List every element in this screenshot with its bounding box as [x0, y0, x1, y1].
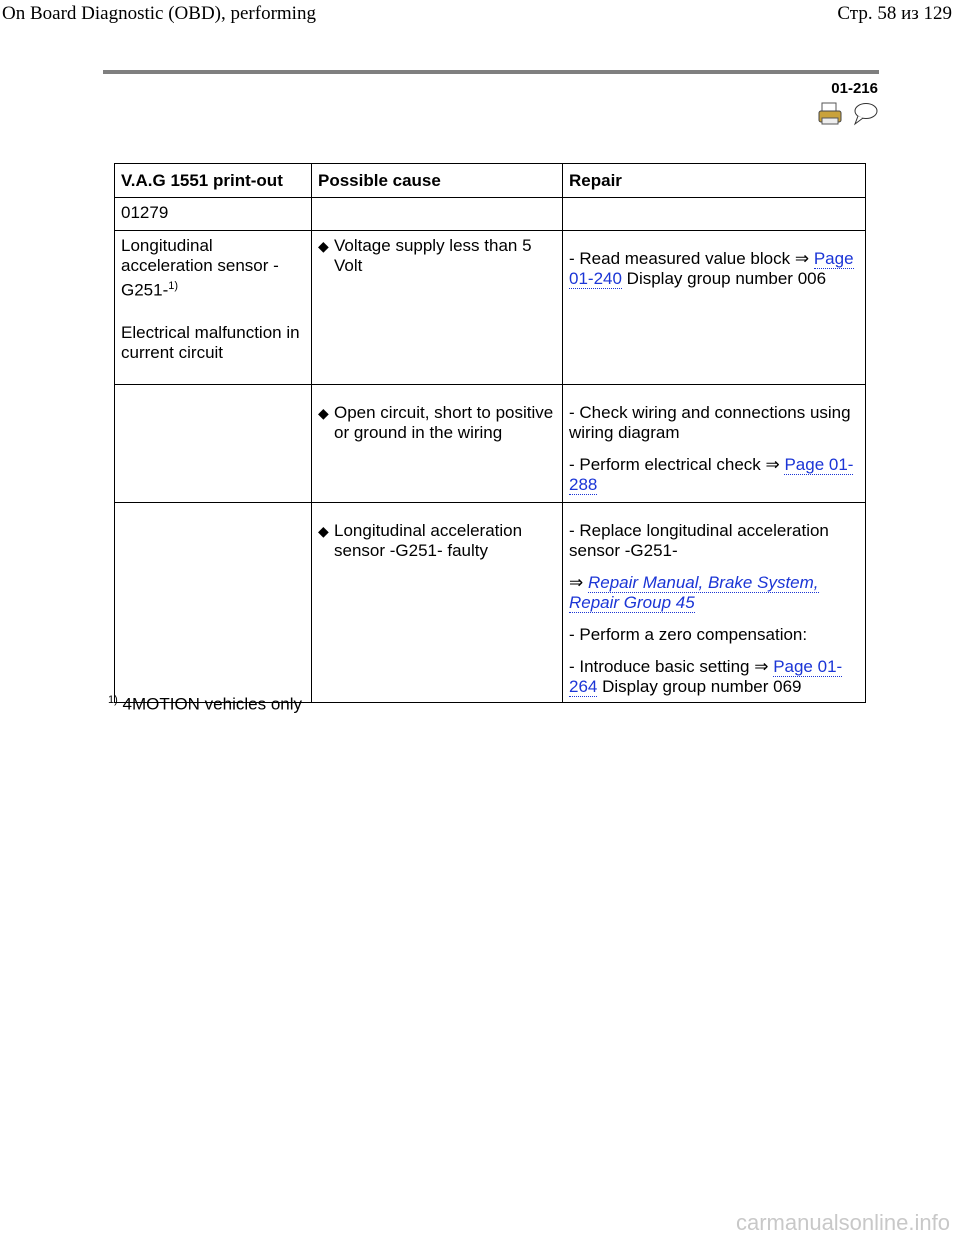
- table-row: [115, 231, 866, 385]
- column-header: Repair: [563, 164, 866, 198]
- list-item: ◆ Voltage supply less than 5 Volt: [318, 236, 532, 275]
- bullet-icon: ◆: [318, 238, 329, 254]
- footnote-ref: 1): [168, 280, 179, 292]
- printer-icon[interactable]: [818, 102, 844, 126]
- fault-description: Electrical malfunction in current circuit: [121, 322, 300, 362]
- header-rule: [103, 70, 879, 74]
- bullet-icon: ◆: [318, 523, 329, 539]
- speech-bubble-icon[interactable]: [852, 102, 878, 126]
- page-link[interactable]: Page 01-240: [569, 249, 854, 288]
- page-id: 01-216: [831, 80, 878, 97]
- component-name: Longitudinal acceleration sensor -: [121, 236, 279, 275]
- page-counter: Стр. 58 из 129: [837, 3, 952, 24]
- fault-code: 01279: [115, 198, 312, 231]
- repair-manual-link[interactable]: Repair Manual, Brake System, Repair Group 45: [569, 573, 819, 612]
- table-header-row: [115, 164, 866, 198]
- list-item: ◆ Open circuit, short to positive or ground in the wiring: [318, 403, 554, 442]
- toolbar-icons: [818, 102, 878, 126]
- page-link[interactable]: Page 01-264: [569, 657, 843, 696]
- table-row: [115, 385, 866, 503]
- footnote: $^{1)}$ 4MOTION vehicles only: [108, 694, 303, 714]
- repair-cell: - Replace longitudinal acceleration sensor -G251- ⇒ Repair Manual, Brake System, Repair Group 45 - Perform a zero compensation: - Introduce basic setting ⇒ Page 01-264 Display group number 069: [563, 503, 866, 703]
- table-row: [115, 198, 866, 231]
- component-code: G251-: [121, 280, 169, 300]
- watermark: carmanualsonline.info: [735, 1210, 950, 1235]
- document-title: On Board Diagnostic (OBD), performing: [2, 3, 316, 24]
- repair-cell: - Read measured value block ⇒ Page 01-240 Display group number 006: [563, 231, 866, 385]
- list-item: ◆ Longitudinal acceleration sensor -G251- faulty: [318, 521, 523, 560]
- column-header: V.A.G 1551 print-out: [115, 164, 312, 198]
- repair-cell: - Check wiring and connections using wiring diagram - Perform electrical check ⇒ Page 01-288: [563, 385, 866, 503]
- bullet-icon: ◆: [318, 405, 329, 421]
- diagnostic-table: [114, 163, 866, 703]
- component-cell: [115, 231, 312, 385]
- column-header: Possible cause: [312, 164, 563, 198]
- table-row: [115, 503, 866, 703]
- page-link[interactable]: Page 01-288: [569, 455, 854, 494]
